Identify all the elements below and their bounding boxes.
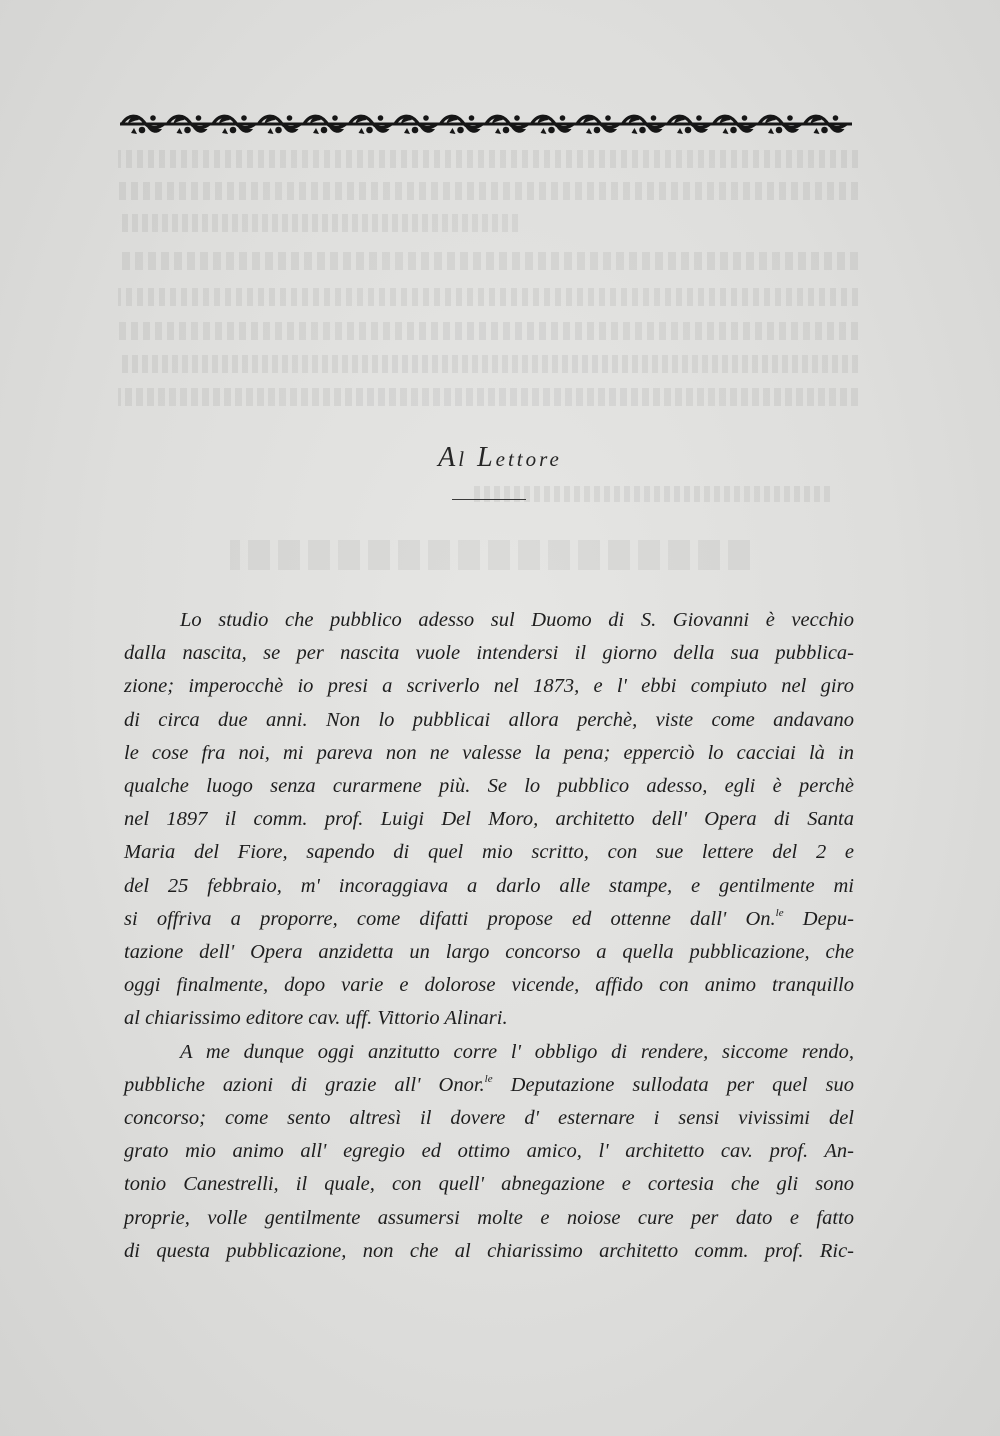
title-small-caps: l [458,447,468,471]
text-line-content: tonio Canestrelli, il quale, con quell' abnegazione e cortesia che gli sono [124,1173,854,1196]
text-line-content: qualche luogo senza curarmene più. Se lo pubblico adesso, egli è perchè [124,775,854,798]
bleed-through-line [118,182,858,200]
text-line [124,870,854,903]
text-line [124,604,854,637]
text-line [124,969,854,1002]
text-line [124,737,854,770]
floral-vine-border-icon [120,110,852,138]
text-line [124,770,854,803]
title-small-caps: ettore [495,447,562,471]
text-line-content: si offriva a proporre, come difatti propose ed ottenne dall' On. [124,907,776,930]
text-line-content: proprie, volle gentilmente assumersi molte e noiose cure per dato e fatto [124,1206,854,1229]
text-line-content: pubbliche azioni di grazie all' Onor. [124,1073,485,1096]
bleed-through-line [118,150,858,168]
bleed-through-line [118,252,858,270]
title-initial: L [477,442,496,473]
title-divider [452,499,526,500]
text-line [124,1036,854,1069]
text-line [124,803,854,836]
bleed-through-line [118,214,518,232]
text-line-content: Maria del Fiore, sapendo di quel mio scritto, con sue lettere del 2 e [124,841,854,864]
text-line [124,903,854,936]
bleed-through-line [118,388,858,406]
superscript-abbreviation: le [484,1072,493,1085]
text-line [124,1235,854,1268]
text-line-content: oggi finalmente, dopo varie e dolorose vicende, affido con animo tranquillo [124,974,854,997]
text-line [124,637,854,670]
page-title [0,442,1000,474]
text-line-content: zione; imperocchè io presi a scriverlo nel 1873, e l' ebbi compiuto nel giro [124,675,854,698]
text-line [124,704,854,737]
text-line-content: di questa pubblicazione, non che al chiarissimo architetto comm. prof. Ric- [124,1239,854,1262]
bleed-through-line [118,288,858,306]
text-line [124,1002,854,1035]
text-line [124,1135,854,1168]
text-line-content: Lo studio che pubblico adesso sul Duomo di S. Giovanni è vecchio [180,609,854,631]
body-text [124,604,854,1268]
text-line [124,670,854,703]
text-line-content: grato mio animo all' egregio ed ottimo amico, l' architetto cav. prof. An- [124,1140,854,1163]
text-line-content: nel 1897 il comm. prof. Luigi Del Moro, architetto dell' Opera di Santa [124,808,854,831]
text-line-content: concorso; come sento altresì il dovere d' esternare i sensi vivissimi del [124,1107,854,1130]
text-line-continuation: Depu- [783,907,854,930]
bleed-through-line [118,322,858,340]
bleed-through-line [118,355,858,373]
text-line-content: dalla nascita, se per nascita vuole intendersi il giorno della sua pubblica- [124,642,854,665]
text-line [124,1069,854,1102]
text-line-content: A me dunque oggi anzitutto corre l' obbligo di rendere, siccome rendo, [180,1040,854,1063]
text-line [124,1102,854,1135]
text-line [124,936,854,969]
text-line-content: al chiarissimo editore cav. uff. Vittorio Alinari. [124,1007,508,1030]
text-line [124,1168,854,1201]
superscript-abbreviation: le [775,906,784,919]
text-line-continuation: Deputazione sullodata per quel suo [492,1073,854,1096]
text-line-content: le cose fra noi, mi pareva non ne valesse la pena; epperciò lo cacciai là in [124,741,854,764]
title-initial: A [438,442,459,473]
text-line-content: del 25 febbraio, m' incoraggiava a darlo alle stampe, e gentilmente mi [124,874,854,897]
text-line-content: tazione dell' Opera anzidetta un largo concorso a quella pubblicazione, che [124,941,854,964]
text-line [124,1202,854,1235]
text-line [124,836,854,869]
text-line-content: di circa due anni. Non lo pubblicai allora perchè, viste come andavano [124,708,854,731]
bleed-through-heading [230,540,750,570]
